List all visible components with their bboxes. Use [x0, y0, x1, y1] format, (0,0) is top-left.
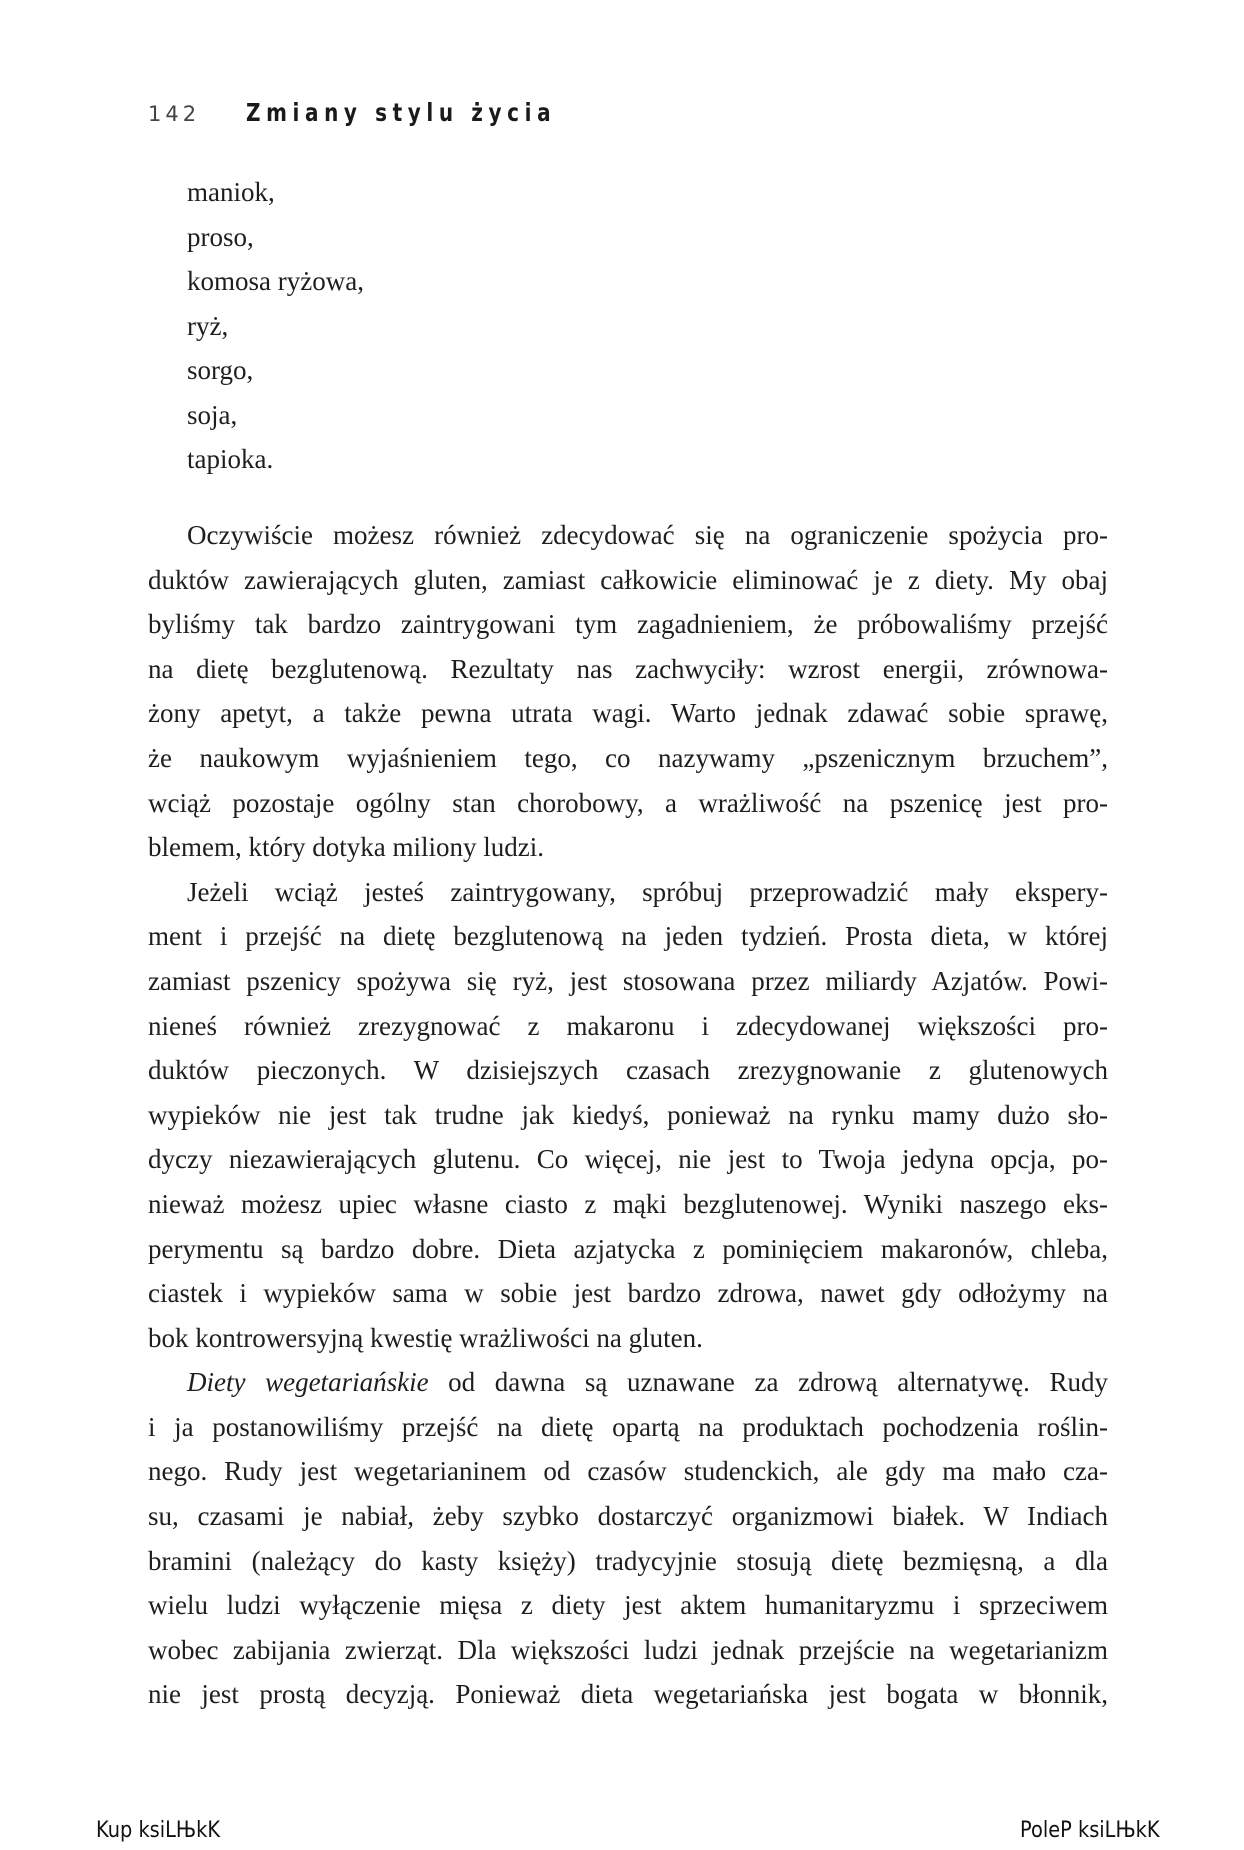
page-header — [148, 98, 634, 127]
text-run: od dawna są uznawane za zdrową alternatywę. Rudy — [428, 1367, 1108, 1398]
text-line: nieważ możesz upiec własne ciasto z mąki bezglutenowej. Wyniki naszego eks- — [148, 1188, 1108, 1219]
running-title: Zmiany stylu życia — [246, 98, 557, 127]
buy-book-link[interactable]: Kup ksiLЊkK — [96, 1818, 221, 1843]
text-line: na dietę bezglutenową. Rezultaty nas zachwyciły: wzrost energii, zrównowa- — [148, 653, 1108, 684]
text-line: Oczywiście możesz również zdecydować się na ograniczenie spożycia pro- — [187, 520, 1108, 550]
text-line: byliśmy tak bardzo zaintrygowani tym zagadnieniem, że próbowaliśmy przejść — [148, 609, 1108, 640]
paragraph-vegetarian-diets — [148, 1360, 1108, 1717]
text-line: wobec zabijania zwierząt. Dla większości ludzi jednak przejście na wegetarianizm — [148, 1634, 1108, 1665]
text-line: wielu ludzi wyłączenie mięsa z diety jest aktem humanitaryzmu i sprzeciwem — [148, 1590, 1108, 1621]
page-number: 142 — [148, 102, 201, 126]
paragraph-gluten-reduction — [148, 513, 1108, 870]
text-line: Jeżeli wciąż jesteś zaintrygowany, spróbuj przeprowadzić mały ekspery- — [187, 876, 1108, 907]
text-line: blemem, który dotyka miliony ludzi. — [148, 832, 544, 863]
text-line: duktów pieczonych. W dzisiejszych czasach zrezygnowanie z glutenowych — [148, 1055, 1108, 1086]
text-line: ment i przejść na dietę bezglutenową na jeden tydzień. Prosta dieta, w której — [148, 921, 1108, 952]
text-line: wypieków nie jest tak trudne jak kiedyś, ponieważ na rynku mamy dużo sło- — [148, 1099, 1108, 1130]
text-line: duktów zawierających gluten, zamiast całkowicie eliminować je z diety. My obaj — [148, 564, 1108, 595]
text-line: żony apetyt, a także pewna utrata wagi. Warto jednak zdawać sobie sprawę, — [148, 698, 1108, 729]
grain-list — [187, 170, 364, 482]
text-line: że naukowym wyjaśnieniem tego, co nazywamy „pszenicznym brzuchem”, — [148, 742, 1108, 773]
text-line: zamiast pszenicy spożywa się ryż, jest stosowana przez miliardy Azjatów. Powi- — [148, 965, 1108, 996]
italic-term: Diety wegetariańskie — [187, 1367, 429, 1398]
list-item: komosa ryżowa, — [187, 266, 364, 296]
text-line: dyczy niezawierających glutenu. Co więcej, nie jest to Twoja jedyna opcja, po- — [148, 1144, 1108, 1175]
list-item: sorgo, — [187, 355, 254, 385]
list-item: maniok, — [187, 177, 275, 207]
list-item: ryż, — [187, 310, 229, 341]
list-item: tapioka. — [187, 444, 274, 474]
text-line: bramini (należący do kasty księży) tradycyjnie stosują dietę bezmięsną, a dla — [148, 1545, 1108, 1576]
text-line: nego. Rudy jest wegetarianinem od czasów studenckich, ale gdy ma mało cza- — [148, 1456, 1108, 1487]
list-item: soja, — [187, 399, 238, 430]
text-line — [148, 1360, 1108, 1405]
recommend-book-link[interactable]: PoleP ksiLЊkK — [1020, 1818, 1160, 1843]
list-item: proso, — [187, 221, 254, 252]
text-line: i ja postanowiliśmy przejść na dietę opartą na produktach pochodzenia roślin- — [148, 1411, 1108, 1442]
body-text — [148, 513, 1108, 1717]
text-line: perymentu są bardzo dobre. Dieta azjatycka z pominięciem makaronów, chleba, — [148, 1233, 1108, 1264]
text-line: nie jest prostą decyzją. Ponieważ dieta wegetariańska jest bogata w błonnik, — [148, 1679, 1108, 1710]
text-line: ciastek i wypieków sama w sobie jest bardzo zdrowa, nawet gdy odłożymy na — [148, 1278, 1108, 1309]
text-line: wciąż pozostaje ogólny stan chorobowy, a wrażliwość na pszenicę jest pro- — [148, 787, 1108, 818]
text-line: bok kontrowersyjną kwestię wrażliwości na gluten. — [148, 1322, 703, 1353]
text-line: nieneś również zrezygnować z makaronu i zdecydowanej większości pro- — [148, 1010, 1108, 1041]
paragraph-gluten-experiment — [148, 870, 1108, 1361]
text-line: su, czasami je nabiał, żeby szybko dostarczyć organizmowi białek. W Indiach — [148, 1501, 1108, 1532]
